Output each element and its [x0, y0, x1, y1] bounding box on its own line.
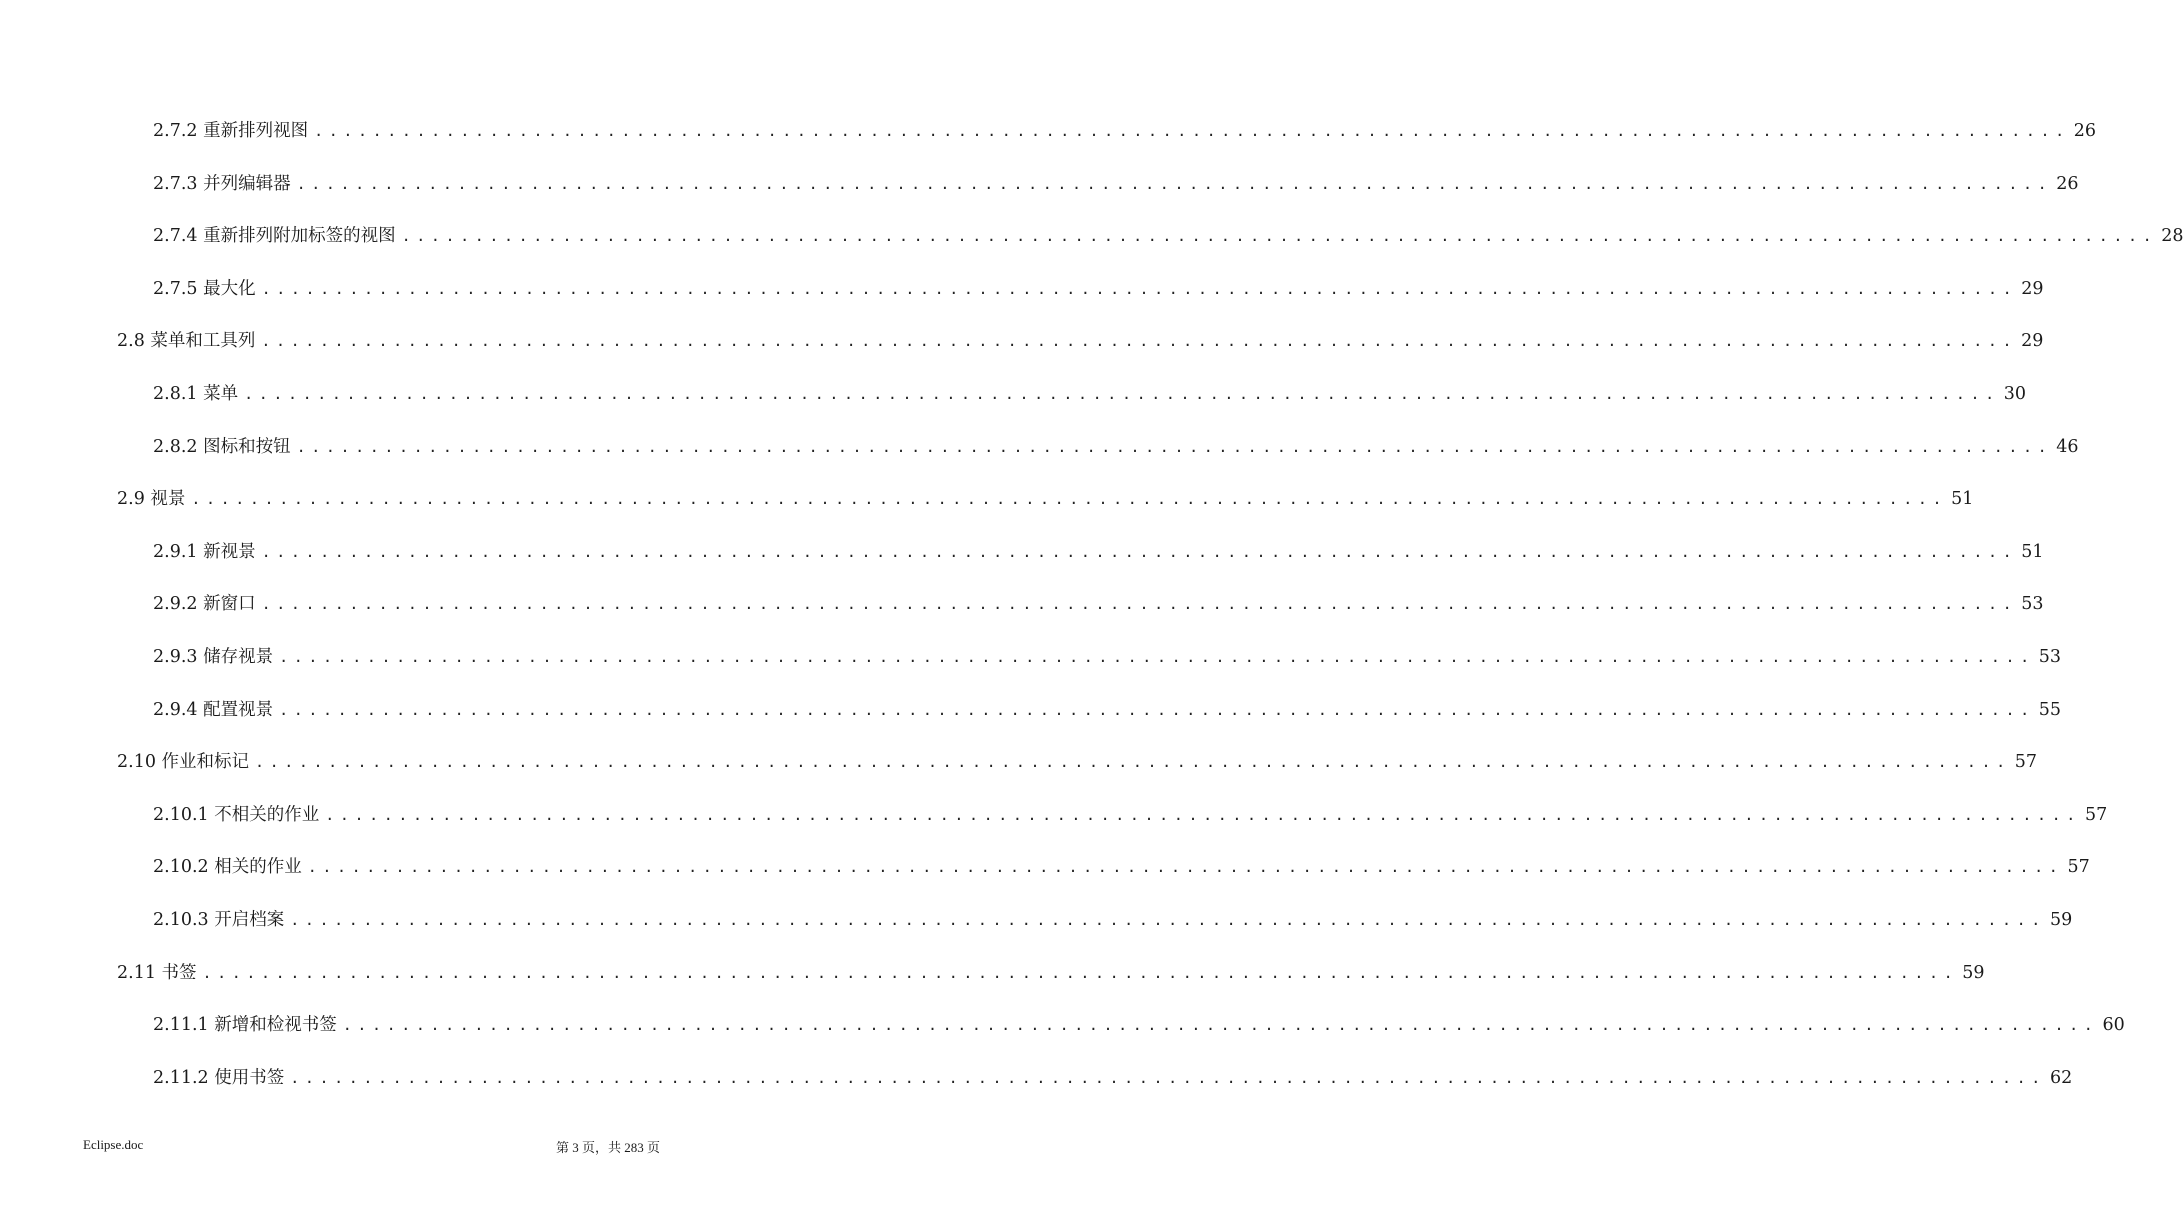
toc-page-number: 30	[2003, 384, 2027, 404]
toc-section-entry[interactable]	[117, 750, 2038, 774]
toc-subsection-entry[interactable]	[153, 277, 2044, 301]
toc-subsection-entry[interactable]	[153, 224, 2184, 248]
toc-subsection-entry[interactable]	[153, 1013, 2125, 1037]
toc-dot-leader: ........................................................................................................................	[261, 543, 2018, 561]
toc-subsection-entry[interactable]	[153, 1066, 2073, 1090]
toc-dot-leader: ........................................................................................................................	[290, 1069, 2046, 1087]
toc-subsection-entry[interactable]	[153, 908, 2073, 932]
toc-dot-leader: ........................................................................................................................	[314, 122, 2070, 140]
toc-subsection-entry[interactable]	[153, 435, 2079, 459]
toc-page-number: 26	[2073, 121, 2097, 141]
toc-dot-leader: ........................................................................................................................	[279, 648, 2035, 666]
toc-section-entry[interactable]	[117, 329, 2044, 353]
toc-entry-title: 2.7.4 重新排列附加标签的视图	[153, 226, 396, 246]
toc-subsection-entry[interactable]	[153, 855, 2090, 879]
toc-page-number: 57	[2014, 752, 2038, 772]
toc-entry-title: 2.11 书签	[117, 963, 197, 983]
toc-dot-leader: ........................................................................................................................	[279, 701, 2035, 719]
footer-page-info: 第 3 页，共 283 页	[556, 1140, 661, 1155]
toc-entry-title: 2.9.3 储存视景	[153, 647, 274, 667]
toc-page-number: 57	[2084, 805, 2108, 825]
toc-dot-leader: ........................................................................................................................	[296, 175, 2053, 193]
toc-entry-title: 2.9.1 新视景	[153, 542, 256, 562]
toc-dot-leader: ........................................................................................................................	[261, 332, 2018, 350]
toc-entry-title: 2.10.1 不相关的作业	[153, 805, 320, 825]
toc-entry-title: 2.7.3 并列编辑器	[153, 174, 291, 194]
toc-entry-title: 2.10.3 开启档案	[153, 910, 285, 930]
toc-page-number: 51	[1951, 489, 1974, 509]
toc-page-number: 26	[2056, 174, 2079, 194]
toc-dot-leader: ........................................................................................................................	[261, 280, 2018, 298]
toc-entry-title: 2.8.1 菜单	[153, 384, 239, 404]
toc-entry-title: 2.8.2 图标和按钮	[153, 437, 291, 457]
toc-page-number: 51	[2021, 542, 2044, 562]
toc-subsection-entry[interactable]	[153, 540, 2044, 564]
toc-dot-leader: ........................................................................................................................	[261, 595, 2018, 613]
toc-page-number: 57	[2067, 857, 2090, 877]
toc-dot-leader: ........................................................................................................................	[325, 806, 2081, 824]
toc-subsection-entry[interactable]	[153, 382, 2027, 406]
toc-page-number: 53	[2038, 647, 2062, 667]
toc-entry-title: 2.11.2 使用书签	[153, 1068, 285, 1088]
toc-dot-leader: ........................................................................................................................	[401, 227, 2158, 245]
toc-dot-leader: ........................................................................................................................	[342, 1016, 2099, 1034]
toc-page-number: 60	[2102, 1015, 2125, 1035]
toc-section-entry[interactable]	[117, 487, 1974, 511]
toc-subsection-entry[interactable]	[153, 645, 2062, 669]
toc-entry-title: 2.9.4 配置视景	[153, 700, 274, 720]
toc-dot-leader: ........................................................................................................................	[191, 490, 1948, 508]
toc-entry-title: 2.9 视景	[117, 489, 186, 509]
footer-filename: Eclipse.doc	[83, 1137, 144, 1152]
toc-entry-title: 2.9.2 新窗口	[153, 594, 256, 614]
toc-entry-title: 2.8 菜单和工具列	[117, 331, 256, 351]
toc-subsection-entry[interactable]	[153, 698, 2062, 722]
toc-dot-leader: ........................................................................................................................	[290, 911, 2046, 929]
toc-page-number: 28	[2161, 226, 2184, 246]
toc-dot-leader: ........................................................................................................................	[296, 438, 2053, 456]
toc-entry-title: 2.7.2 重新排列视图	[153, 121, 309, 141]
toc-page-number: 46	[2056, 437, 2079, 457]
toc-subsection-entry[interactable]	[153, 172, 2079, 196]
toc-dot-leader: ........................................................................................................................	[255, 753, 2011, 771]
toc-section-entry[interactable]	[117, 961, 1985, 985]
toc-dot-leader: ........................................................................................................................	[202, 964, 1959, 982]
toc-page-number: 62	[2049, 1068, 2073, 1088]
toc-page-number: 59	[2049, 910, 2073, 930]
toc-subsection-entry[interactable]	[153, 803, 2108, 827]
toc-page-number: 29	[2021, 279, 2044, 299]
toc-subsection-entry[interactable]	[153, 592, 2044, 616]
toc-subsection-entry[interactable]	[153, 119, 2097, 143]
toc-dot-leader: ........................................................................................................................	[307, 858, 2064, 876]
toc-entry-title: 2.10.2 相关的作业	[153, 857, 302, 877]
toc-entry-title: 2.10 作业和标记	[117, 752, 250, 772]
toc-page-number: 59	[1962, 963, 1985, 983]
toc-page-number: 55	[2038, 700, 2062, 720]
toc-entry-title: 2.11.1 新增和检视书签	[153, 1015, 337, 1035]
toc-page-number: 29	[2021, 331, 2044, 351]
toc-dot-leader: ........................................................................................................................	[244, 385, 2000, 403]
toc-entry-title: 2.7.5 最大化	[153, 279, 256, 299]
toc-page-number: 53	[2021, 594, 2044, 614]
